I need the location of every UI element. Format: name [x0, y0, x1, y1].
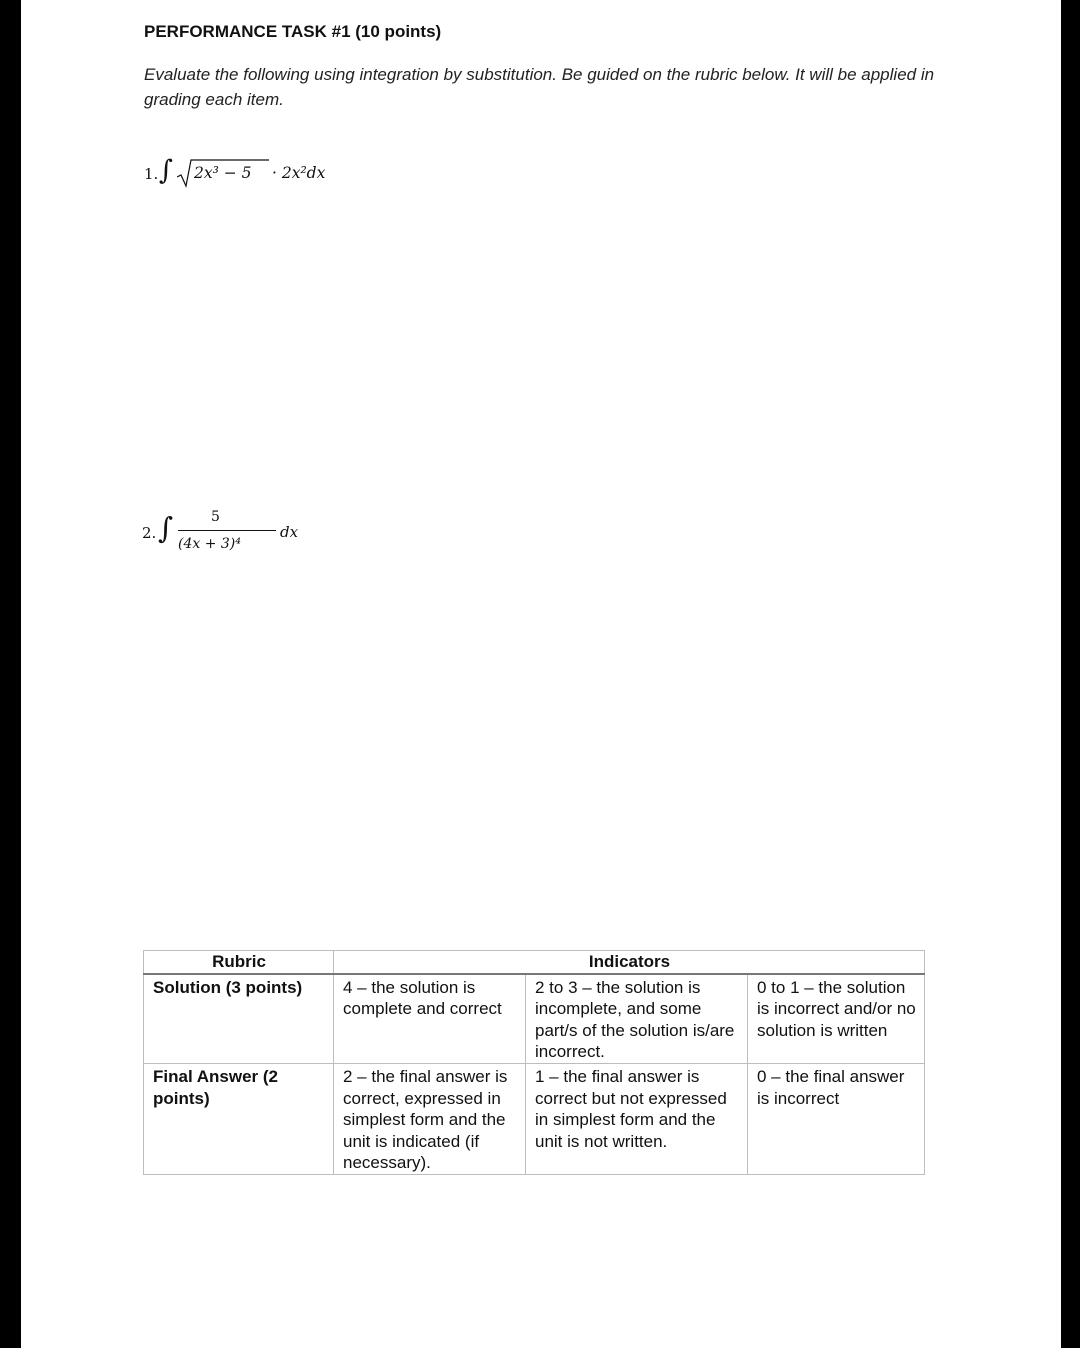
- indicator-cell: 4 – the solution is complete and correct: [334, 974, 526, 1064]
- document-page: [21, 0, 1061, 1348]
- problem-1-radicand: 2x³ − 5: [194, 164, 252, 182]
- rubric-header-cell: Rubric: [144, 951, 334, 974]
- criterion-cell: Solution (3 points): [144, 974, 334, 1064]
- indicator-cell: 1 – the final answer is correct but not expressed in simplest form and the unit is not written.: [526, 1063, 748, 1174]
- rubric-header-row: [144, 951, 925, 974]
- problem-2-number: 2.: [142, 524, 157, 542]
- table-row: [144, 1063, 925, 1174]
- indicator-cell: 0 to 1 – the solution is incorrect and/or no solution is written: [748, 974, 925, 1064]
- problem-1-rest: · 2x²dx: [272, 164, 326, 182]
- problem-2-numerator: 5: [211, 509, 220, 525]
- indicator-cell: 2 – the final answer is correct, expressed in simplest form and the unit is indicated (if necessary).: [334, 1063, 526, 1174]
- problem-1: [144, 154, 444, 200]
- table-row: [144, 974, 925, 1064]
- indicator-cell: 2 to 3 – the solution is incomplete, and some part/s of the solution is/are incorrect.: [526, 974, 748, 1064]
- criterion-cell: Final Answer (2 points): [144, 1063, 334, 1174]
- integral-sign-icon: ∫: [158, 511, 174, 545]
- rubric-table: [143, 950, 925, 1175]
- integral-sign-icon: ∫: [159, 155, 174, 186]
- problem-2-differential: dx: [280, 523, 299, 541]
- problem-1-number: 1.: [144, 165, 159, 183]
- fraction-bar: [178, 530, 276, 531]
- problem-2-denominator: (4x + 3)⁴: [178, 536, 241, 552]
- task-title: PERFORMANCE TASK #1 (10 points): [144, 22, 442, 41]
- indicator-cell: 0 – the final answer is incorrect: [748, 1063, 925, 1174]
- instructions: Evaluate the following using integration by substitution. Be guided on the rubric below. It will be applied in grading each item.: [144, 65, 935, 109]
- problem-2: [142, 505, 342, 563]
- indicators-header-cell: Indicators: [334, 951, 925, 974]
